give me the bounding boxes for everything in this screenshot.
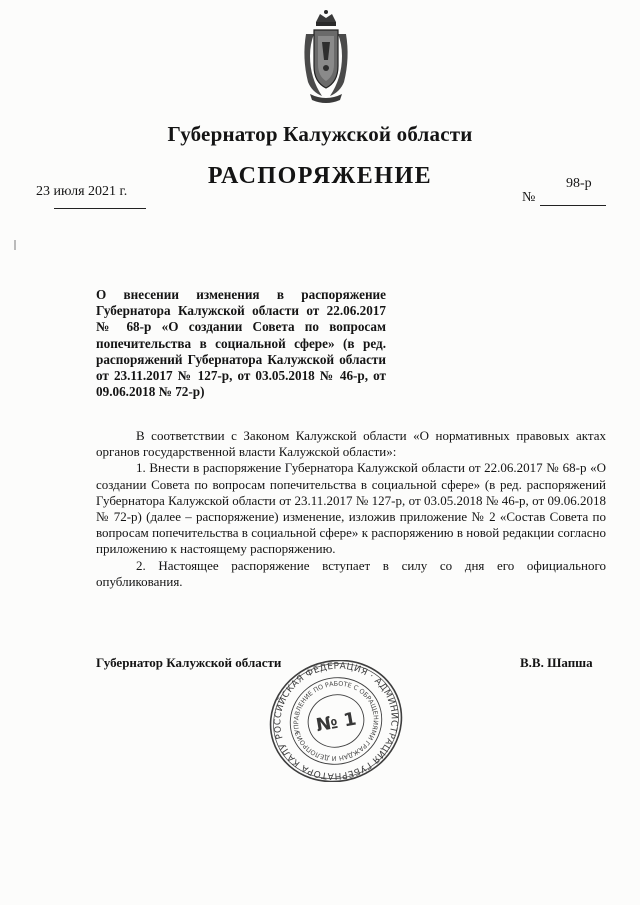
signatory-position: Губернатор Калужской области: [96, 655, 282, 670]
number-underline: [540, 205, 606, 206]
issuing-authority: Губернатор Калужской области: [167, 122, 473, 146]
body-paragraph: 2. Настоящее распоряжение вступает в силу со дня его официального опубликования.: [96, 557, 606, 589]
date-underline: [54, 208, 146, 209]
seal-number: № 1: [314, 708, 359, 737]
document-body: [96, 428, 606, 590]
coat-of-arms-icon: [298, 8, 354, 104]
document-date: 23 июля 2021 г.: [36, 184, 128, 199]
document-subject: О внесении изменения в распоряжение Губернатора Калужской области от 22.06.2017 № 68-р «О создании Совета по вопросам попечительства в социальной сфере» (в ред. распоряжений Губернатора Калужской области от 23.11.2017 № 127-р, от 03.05.2018 № 46-р, от 09.06.2018 № 72-р): [96, 287, 386, 400]
body-paragraph: В соответствии с Законом Калужской области «О нормативных правовых актах органов государственной власти Калужской области»:: [96, 428, 606, 460]
signatory-name: В.В. Шапша: [520, 655, 593, 670]
scan-artifact: [14, 240, 16, 250]
official-seal-icon: [262, 660, 410, 782]
document-type: РАСПОРЯЖЕНИЕ: [207, 163, 433, 189]
body-paragraph: 1. Внести в распоряжение Губернатора Калужской области от 22.06.2017 № 68-р «О создании Совета по вопросам попечительства в социальной сфере» (в ред. распоряжений Губернатора Калужской области от 23.11.2017 № 127-р, от 03.05.2018 № 46-р, от 09.06.2018 № 72-р) (далее – распоряжение) изменение, изложив приложение № 2 «Состав Совета по вопросам попечительства в социальной сфере» к распоряжению в новой редакции согласно приложению к настоящему распоряжению.: [96, 460, 606, 557]
seal-outer-text: РОССИЙСКАЯ ФЕДЕРАЦИЯ · АДМИНИСТРАЦИЯ ГУБЕРНАТОРА КАЛУЖСКОЙ: [273, 661, 399, 781]
document-number-label: №: [522, 190, 536, 205]
seal-inner-text: УПРАВЛЕНИЕ ПО РАБОТЕ С ОБРАЩЕНИЯМИ ГРАЖДАН И ДЕЛОПРОИЗВОДСТВУ: [292, 679, 380, 763]
document-number: 98-р: [566, 176, 592, 191]
